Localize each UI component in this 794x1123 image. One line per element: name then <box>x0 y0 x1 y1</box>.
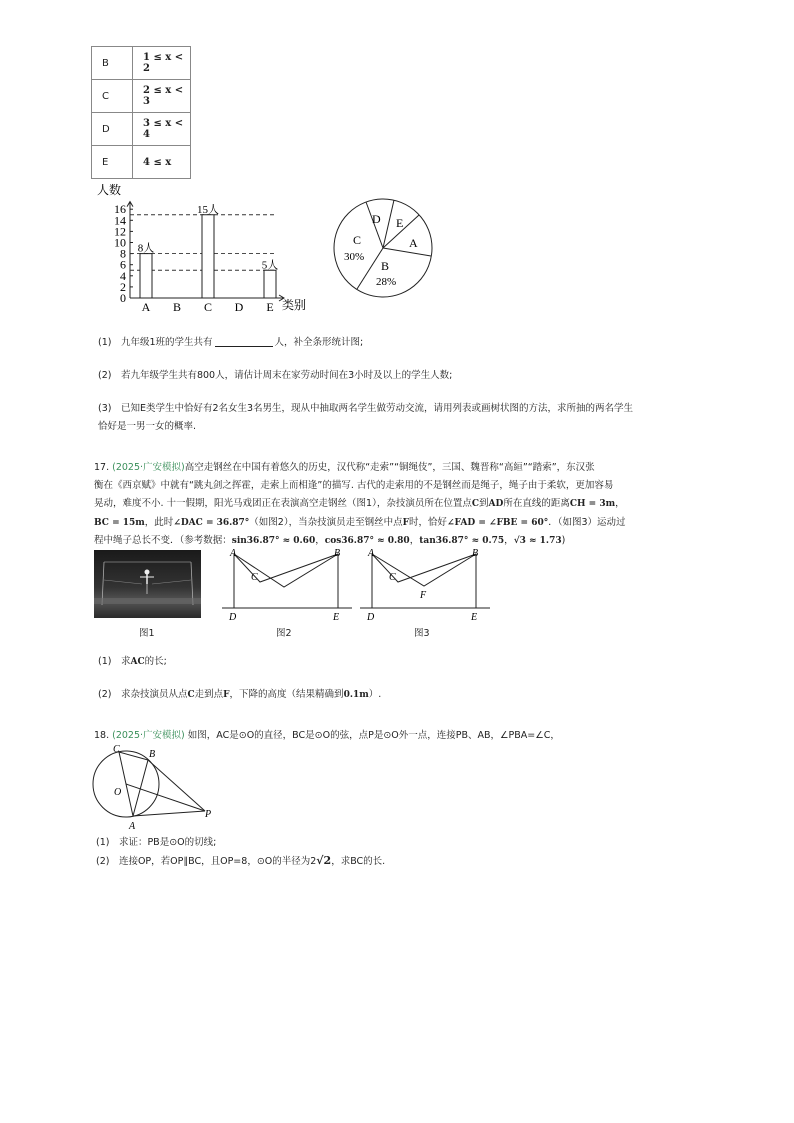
figure-1-photo <box>94 550 201 618</box>
bar-y-tick-label: 6 <box>120 257 126 272</box>
q17-math: cos36.87° ≈ 0.80 <box>324 536 410 546</box>
q18-source: (2025·广安模拟) <box>112 730 185 741</box>
q17-text: (1) 求 <box>98 656 131 667</box>
bar-y-tick-label: 0 <box>120 291 126 305</box>
table-row <box>92 80 191 113</box>
category-table <box>91 46 191 179</box>
q16-part1-text: (1) 九年级1班的学生共有 <box>98 337 213 348</box>
bar-category-label: E <box>266 300 274 314</box>
q17-line3 <box>94 495 625 513</box>
acrobat-illustration <box>94 550 201 618</box>
pie-divider <box>383 200 394 248</box>
q17-math: AD <box>488 499 504 509</box>
q17-text: ， <box>409 535 420 546</box>
q16-part1-text-end: 人，补全条形统计图; <box>274 337 364 348</box>
q17-math: √3 ≈ 1.73 <box>513 536 562 546</box>
table-cell-category: E <box>92 146 133 179</box>
q17-part1 <box>98 653 167 671</box>
q18-number: 18. <box>94 730 110 741</box>
q17-text: 走到点 <box>194 689 224 700</box>
label-b: B <box>149 749 156 760</box>
figure-1-caption: 图1 <box>139 628 155 639</box>
bar-y-tick-label: 12 <box>114 224 126 239</box>
bar-y-tick-label: 2 <box>120 279 126 294</box>
q17-math: C <box>471 499 480 509</box>
q17-part2 <box>98 686 381 704</box>
q17-source: (2025·广安模拟) <box>112 462 185 473</box>
bar-y-tick-label: 16 <box>114 202 126 217</box>
rope-acb <box>372 554 476 582</box>
table-row <box>92 113 191 146</box>
bar-xlabel: 类别 <box>282 298 307 312</box>
bar-y-tick-label: 8 <box>120 246 126 261</box>
pie-chart <box>330 196 436 300</box>
q16-part3-line1: (3) 已知E类学生中恰好有2名女生3名男生，现从中抽取两名学生做劳动交流，请用列表或画树状图的方法，求所抽的两名学生 <box>98 403 634 414</box>
segment-pb <box>148 760 205 811</box>
q16-part1 <box>98 334 363 352</box>
bar-category-label: B <box>172 300 182 314</box>
pie-value-b: 28% <box>376 276 397 288</box>
q17-text: ，此时 <box>144 517 174 528</box>
q16-part3-line2: 恰好是一男一女的概率. <box>98 421 197 432</box>
bar-category-label: A <box>141 300 151 314</box>
q17-text: ， <box>504 535 514 546</box>
q17-text: ， <box>615 498 625 509</box>
q17-text: 程中绳子总长不变．（参考数据： <box>94 535 232 546</box>
q17-number: 17. <box>94 462 110 473</box>
figure-2-caption: 图2 <box>276 628 292 639</box>
table-row <box>92 146 191 179</box>
q17-text: 到 <box>479 498 489 509</box>
q17-text: 的长; <box>144 656 167 667</box>
q17-math: sin36.87° ≈ 0.60 <box>231 536 316 546</box>
label-e: E <box>333 612 340 623</box>
q17-text: ．（如图3）运动过 <box>548 517 626 528</box>
q17-math: C <box>187 690 195 700</box>
label-a: A <box>129 821 136 832</box>
label-c: C <box>251 572 258 583</box>
label-p: P <box>205 809 212 820</box>
bar-data-label: 8人 <box>137 242 155 255</box>
label-c: C <box>113 744 120 755</box>
label-e: E <box>471 612 478 623</box>
q17-line4 <box>94 514 626 532</box>
label-d: D <box>367 612 375 623</box>
table-cell-category: B <box>92 47 133 80</box>
q17-math: tan36.87° ≈ 0.75 <box>419 536 505 546</box>
bar-category-label: D <box>234 300 244 314</box>
q17-text: ）. <box>368 689 382 700</box>
bar <box>264 270 276 298</box>
q18-text: ，求BC的长. <box>331 856 386 867</box>
q17-text: （如图2），当杂技演员走至钢丝中点 <box>249 517 403 528</box>
q17-math: ∠FAD = ∠FBE = 60° <box>447 518 549 528</box>
figure-3-caption: 图3 <box>414 628 430 639</box>
bar <box>140 254 152 298</box>
q17-text: ) <box>561 535 566 546</box>
q17-math: ∠DAC = 36.87° <box>173 518 250 528</box>
bar-category-label: C <box>203 300 213 314</box>
label-b: B <box>334 548 341 559</box>
segment-ab <box>133 760 148 816</box>
pie-label-e: E <box>396 216 404 230</box>
q17-text: 所在直线的距离 <box>503 498 570 509</box>
q17-math: F <box>402 518 409 528</box>
label-f: F <box>420 590 427 601</box>
q18-text: (2) 连接OP，若OP∥BC，且OP=8，⊙O的半径为2 <box>96 856 317 867</box>
q16-part2: (2) 若九年级学生共有800人，请估计周末在家劳动时间在3小时及以上的学生人数; <box>98 370 453 381</box>
bar-y-tick-label: 14 <box>114 213 126 228</box>
pie-value-c: 30% <box>344 251 365 263</box>
table-cell-category: C <box>92 80 133 113</box>
label-d: D <box>229 612 237 623</box>
q17-text: ，下降的高度（结果精确到 <box>229 689 344 700</box>
q18-math: √2 <box>316 854 332 867</box>
q17-text: (2) 求杂技演员从点 <box>98 689 188 700</box>
q17-text: 晃动，难度不小. 十一假期，阳光马戏团正在表演高空走钢丝（图1），杂技演员所在位置点 <box>94 498 472 509</box>
pie-label-d: D <box>372 212 381 226</box>
bar <box>202 215 214 298</box>
table-cell-range: 1 ≤ x < 2 <box>133 47 191 80</box>
q17-math: CH = 3m <box>569 499 616 509</box>
table-cell-category: D <box>92 113 133 146</box>
pie-label-a: A <box>409 236 418 250</box>
table-cell-range: 2 ≤ x < 3 <box>133 80 191 113</box>
q17-line1 <box>94 459 595 477</box>
rope-acb <box>234 554 338 582</box>
table-cell-range: 4 ≤ x <box>133 146 191 179</box>
label-a: A <box>368 548 375 559</box>
answer-blank <box>215 334 273 347</box>
rope-afb <box>372 554 476 586</box>
label-b: B <box>472 548 479 559</box>
q17-math: 0.1m <box>343 690 369 700</box>
q17-math: AC <box>130 657 145 667</box>
bar-ylabel: 人数 <box>97 183 122 197</box>
q18-part2 <box>96 852 385 871</box>
q17-line2: 衡在《西京赋》中就有“跳丸剑之挥霍，走索上而相逢”的描写. 古代的走索用的不是钢丝而是绳子，绳子由于柔软，更加容易 <box>94 480 614 491</box>
bar-y-tick-label: 10 <box>114 235 126 250</box>
q18-text: 如图，AC是⊙O的直径，BC是⊙O的弦，点P是⊙O外一点，连接PB、AB，∠PBA=∠C， <box>187 730 560 741</box>
table-cell-range: 3 ≤ x < 4 <box>133 113 191 146</box>
q17-text: 时，恰好 <box>408 517 447 528</box>
bar-data-label: 15人 <box>197 203 219 216</box>
pie-divider <box>383 248 431 256</box>
q17-math: F <box>223 690 230 700</box>
label-c: C <box>389 572 396 583</box>
label-o: O <box>114 787 122 798</box>
pie-label-b: B <box>381 259 390 273</box>
pie-label-c: C <box>353 233 362 247</box>
label-a: A <box>230 548 237 559</box>
bar-y-tick-label: 4 <box>120 268 126 283</box>
figure-3-diagram <box>360 546 490 624</box>
figure-2-diagram <box>222 546 352 624</box>
q17-math: BC = 15m <box>94 518 145 528</box>
q17-text: ， <box>315 535 325 546</box>
figure-circle-tangent <box>88 742 218 834</box>
q18-part1: (1) 求证：PB是⊙O的切线; <box>96 837 217 848</box>
q17-text: 高空走钢丝在中国有着悠久的历史，汉代称“走索”“铜绳伎”，三国、魏晋称“高絙”“踏索”，东汉张 <box>184 462 595 473</box>
bar-data-label: 5人 <box>261 259 279 272</box>
bar-chart <box>92 180 312 315</box>
table-row <box>92 47 191 80</box>
